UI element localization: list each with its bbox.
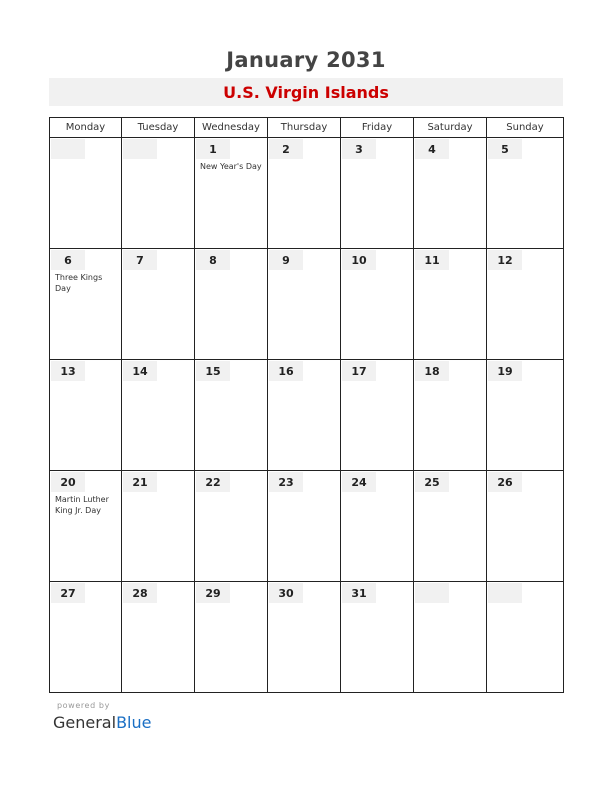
day-number: 18 xyxy=(415,361,449,381)
day-cell xyxy=(414,138,487,249)
day-number: 20 xyxy=(51,472,85,492)
weekday-header: Wednesday xyxy=(195,118,268,138)
day-cell xyxy=(268,138,341,249)
week-row xyxy=(50,582,564,693)
day-number: 28 xyxy=(123,583,157,603)
day-number xyxy=(488,583,522,603)
day-number: 26 xyxy=(488,472,522,492)
day-number: 12 xyxy=(488,250,522,270)
day-number: 4 xyxy=(415,139,449,159)
day-number: 15 xyxy=(196,361,230,381)
day-number: 23 xyxy=(269,472,303,492)
day-cell xyxy=(195,138,268,249)
day-number: 10 xyxy=(342,250,376,270)
day-cell xyxy=(50,360,122,471)
day-number: 17 xyxy=(342,361,376,381)
day-cell xyxy=(122,249,195,360)
region-banner xyxy=(49,78,563,106)
day-number xyxy=(415,583,449,603)
week-row xyxy=(50,138,564,249)
powered-by-text: powered by xyxy=(57,701,110,710)
day-cell xyxy=(122,471,195,582)
day-cell xyxy=(487,360,564,471)
day-cell xyxy=(50,138,122,249)
region-name: U.S. Virgin Islands xyxy=(223,83,389,102)
day-cell xyxy=(341,360,414,471)
day-cell xyxy=(195,471,268,582)
calendar-title: January 2031 xyxy=(226,48,386,72)
weekday-header: Sunday xyxy=(487,118,564,138)
day-number: 13 xyxy=(51,361,85,381)
day-number: 19 xyxy=(488,361,522,381)
day-number: 29 xyxy=(196,583,230,603)
day-cell xyxy=(487,471,564,582)
day-number: 1 xyxy=(196,139,230,159)
holiday-label: Martin Luther King Jr. Day xyxy=(55,495,109,515)
calendar-grid xyxy=(49,117,564,693)
logo-text-general: General xyxy=(53,713,117,732)
day-cell xyxy=(122,582,195,693)
day-number: 9 xyxy=(269,250,303,270)
day-number: 27 xyxy=(51,583,85,603)
day-cell xyxy=(341,249,414,360)
day-cell xyxy=(50,582,122,693)
day-cell xyxy=(195,249,268,360)
generalblue-logo[interactable] xyxy=(53,713,151,732)
day-number xyxy=(51,139,85,159)
day-number: 14 xyxy=(123,361,157,381)
weekday-header: Tuesday xyxy=(122,118,195,138)
day-cell xyxy=(414,582,487,693)
weekday-header: Monday xyxy=(50,118,122,138)
day-number: 24 xyxy=(342,472,376,492)
day-cell xyxy=(487,249,564,360)
weekday-header: Friday xyxy=(341,118,414,138)
day-cell xyxy=(268,249,341,360)
holiday-label: Three Kings Day xyxy=(55,273,103,293)
week-row xyxy=(50,471,564,582)
day-cell xyxy=(268,360,341,471)
day-cell xyxy=(414,471,487,582)
day-number: 11 xyxy=(415,250,449,270)
day-cell xyxy=(195,582,268,693)
day-number: 30 xyxy=(269,583,303,603)
day-cell xyxy=(122,138,195,249)
logo-text-blue: Blue xyxy=(116,713,152,732)
holiday-label: New Year's Day xyxy=(200,162,262,171)
day-cell xyxy=(487,582,564,693)
day-cell xyxy=(122,360,195,471)
day-cell xyxy=(414,249,487,360)
day-cell xyxy=(268,471,341,582)
day-cell xyxy=(50,249,122,360)
day-number: 16 xyxy=(269,361,303,381)
day-number: 25 xyxy=(415,472,449,492)
day-cell xyxy=(341,471,414,582)
day-number: 3 xyxy=(342,139,376,159)
day-number: 2 xyxy=(269,139,303,159)
day-number: 22 xyxy=(196,472,230,492)
day-number: 31 xyxy=(342,583,376,603)
day-cell xyxy=(341,582,414,693)
day-cell xyxy=(414,360,487,471)
day-cell xyxy=(487,138,564,249)
day-cell xyxy=(268,582,341,693)
weekday-header: Thursday xyxy=(268,118,341,138)
day-cell xyxy=(341,138,414,249)
day-cell xyxy=(50,471,122,582)
weekday-header-row xyxy=(50,118,564,138)
day-number: 8 xyxy=(196,250,230,270)
week-row xyxy=(50,249,564,360)
day-number: 7 xyxy=(123,250,157,270)
day-number xyxy=(123,139,157,159)
day-number: 21 xyxy=(123,472,157,492)
week-row xyxy=(50,360,564,471)
weekday-header: Saturday xyxy=(414,118,487,138)
day-number: 6 xyxy=(51,250,85,270)
day-cell xyxy=(195,360,268,471)
day-number: 5 xyxy=(488,139,522,159)
